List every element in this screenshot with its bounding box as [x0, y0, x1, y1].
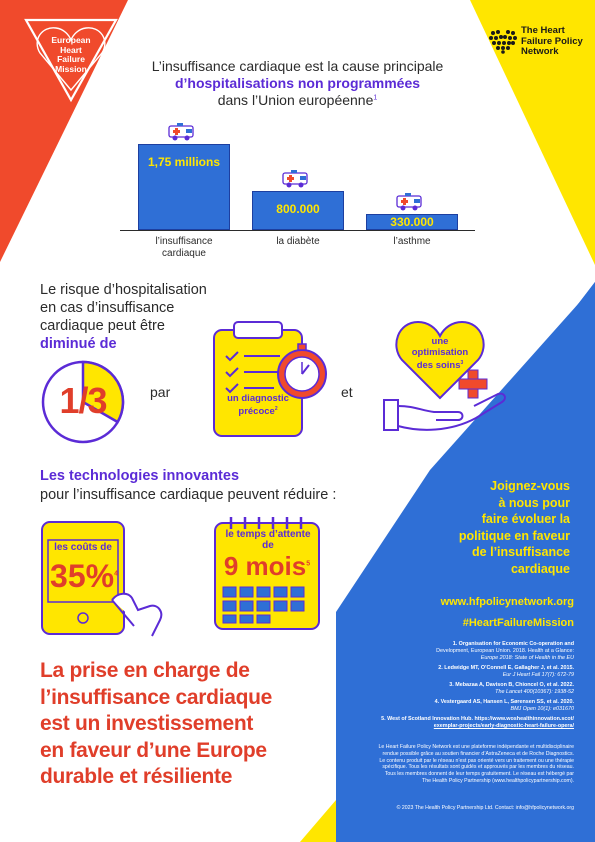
- wait-value: [217, 551, 317, 582]
- disclaimer-line: Tous les membres donnent de leur temps gratuitement. Le réseau est hébergé par: [384, 771, 574, 778]
- cta-line: politique en faveur: [458, 528, 570, 543]
- cta-line: cardiaque: [510, 561, 570, 576]
- header-line-1: L’insuffisance cardiaque est la cause principale: [151, 58, 444, 74]
- ref-line[interactable]: 5. West of Scotland Innovation Hub. https://www.woshealthinnovation.scot/: [381, 716, 574, 722]
- opt-sup: 3: [460, 360, 464, 366]
- cta-line: faire évoluer la: [481, 512, 570, 526]
- logo-left-line: Mission: [55, 63, 87, 74]
- fraction-value: 1/3: [59, 380, 107, 421]
- ambulance-icon: [396, 192, 426, 212]
- risk-line-3: cardiaque peut être: [40, 318, 165, 334]
- diag-sup: 2: [274, 406, 278, 412]
- chart-baseline: [120, 230, 475, 231]
- clipboard-stopwatch-icon: [210, 318, 335, 440]
- cta-hashtag[interactable]: #HeartFailureMission: [462, 617, 574, 629]
- ref-line[interactable]: exemplar-projects/early-diagnostic-heart-failure-opera/: [433, 723, 574, 729]
- ref-line: 3. Mebazaa A, Davison B, Chioncel O, et al. 2022.: [449, 682, 574, 688]
- logo-right-line: Failure Policy: [521, 35, 583, 47]
- care-optimization-illustration: [380, 312, 515, 438]
- cost-value-text: 35%: [50, 558, 115, 594]
- conclusion-line: durable et résiliente: [40, 765, 233, 788]
- diag-line-2: [218, 404, 298, 417]
- cost-label: les coûts de: [54, 542, 112, 553]
- cta-line: Joignez-vous: [490, 479, 570, 493]
- wait-sup: 5: [306, 560, 311, 568]
- ambulance-icon: [168, 122, 198, 142]
- logo-right-line: The Heart: [521, 25, 565, 36]
- ehfm-logo: [22, 18, 120, 104]
- opt-line-2: optimisation: [411, 347, 469, 358]
- cta-url[interactable]: www.hfpolicynetwork.org: [440, 596, 574, 608]
- chart-category-label: la diabète: [276, 236, 320, 247]
- ref-line: Eur J Heart Fail 17(7): 672-79: [502, 672, 574, 678]
- disclaimer-line: Le contenu produit par le réseau n’est pas orienté vers un traitement ou une thérapie: [379, 757, 574, 764]
- header-line-2: d’hospitalisations non programmées: [174, 75, 421, 91]
- disclaimer-line: Le Heart Failure Policy Network est une plateforme indépendante et multidisciplinaire: [378, 744, 574, 750]
- header-sup: 1: [373, 94, 378, 102]
- risk-line-4: diminué de: [40, 336, 117, 352]
- copyright: © 2023 The Health Policy Partnership Ltd. Contact: info@hfpolicynetwork.org: [396, 805, 574, 811]
- reference-item: [340, 682, 574, 696]
- reference-item: [340, 716, 574, 730]
- chart-category-label: l’insuffisance cardiaque: [155, 236, 213, 259]
- early-diagnosis-illustration: [210, 318, 335, 440]
- chart-bar: [366, 214, 458, 230]
- header-line-3: [110, 92, 485, 108]
- wait-line-1: le temps d’attente: [225, 529, 311, 540]
- cost-sup: 4: [114, 570, 118, 578]
- ref-line: The Lancet 400(10367): 1938-52: [495, 689, 574, 695]
- wait-line-2: de: [262, 540, 274, 551]
- disclaimer: [336, 744, 574, 785]
- disclaimer-line: rendue possible grâce au soutien financier d’AstraZeneca et de Roche Diagnostics.: [382, 750, 574, 757]
- logo-left-line: Failure: [57, 54, 85, 64]
- conclusion-line: La prise en charge de: [40, 659, 250, 682]
- conclusion-line: l’insuffisance cardiaque: [40, 685, 273, 709]
- ref-line: Development, European Union. 2018. Health at a Glance:: [436, 648, 574, 654]
- tech-line-2: pour l’insuffisance cardiaque peuvent réduire :: [40, 487, 337, 503]
- diag-line-2-text: précoce: [238, 406, 275, 418]
- tech-line-1: Les technologies innovantes: [40, 468, 240, 484]
- cost-illustration: [40, 520, 168, 638]
- conclusion-line: est un investissement: [40, 712, 254, 735]
- optimization-label: [400, 336, 480, 371]
- conclusion-line: en faveur d’une Europe: [40, 738, 267, 762]
- chart-bar: [252, 191, 344, 230]
- risk-line-1: Le risque d’hospitalisation: [40, 282, 207, 298]
- logo-left-line: European: [51, 35, 91, 45]
- chart-bar-value-label: 1,75 millions: [147, 155, 221, 169]
- wait-value-text: 9 mois: [223, 551, 307, 581]
- et-text: et: [341, 384, 353, 400]
- hospitalization-chart: [120, 118, 480, 258]
- chart-bar: [138, 144, 230, 230]
- reference-item: [340, 665, 574, 679]
- diag-line-1: un diagnostic: [227, 393, 289, 404]
- cta-block: [420, 478, 570, 577]
- references: [340, 641, 574, 730]
- reference-item: [340, 641, 574, 662]
- cost-value: [46, 558, 122, 595]
- conclusion: [40, 658, 340, 791]
- wait-time-illustration: [213, 515, 323, 633]
- opt-line-3: [400, 358, 480, 371]
- ref-line: Europe 2018: State of Health in the EU: [480, 655, 574, 661]
- hfpn-logo: [488, 26, 588, 66]
- chart-category-label: l’asthme: [393, 236, 431, 247]
- cta-line: à nous pour: [498, 495, 570, 510]
- chart-bar-value-label: 800.000: [276, 202, 320, 216]
- diagnosis-label: [218, 393, 298, 417]
- cta-line: de l’insuffisance: [472, 545, 570, 559]
- fraction-circle: [41, 360, 125, 444]
- header-line-3-text: dans l’Union européenne: [217, 92, 374, 108]
- hand-heart-icon: [380, 312, 515, 438]
- ref-line: 1. Organisation for Economic Co-operation and: [452, 641, 574, 647]
- tech-text: [40, 467, 380, 505]
- ref-line: 4. Vestergaard AS, Hansen L, Sørensen SS, et al. 2020.: [434, 699, 574, 705]
- ref-line: BMJ Open 10(1): e031670: [510, 706, 574, 712]
- logo-left-line: Heart: [60, 44, 82, 55]
- wait-label: [219, 529, 317, 551]
- reference-item: [340, 699, 574, 713]
- risk-line-2: en cas d’insuffisance: [40, 300, 175, 316]
- par-text: par: [150, 384, 171, 400]
- disclaimer-line: The Health Policy Partnership (www.healthpolicypartnership.com).: [422, 777, 574, 784]
- opt-line-3-text: des soins: [416, 360, 461, 372]
- disclaimer-line: spécifique. Tous les résultats sont guidés et approuvés par les membres du réseau.: [382, 764, 574, 771]
- opt-line-1: une: [431, 336, 449, 347]
- logo-right-line: Network: [521, 46, 559, 57]
- ref-line: 2. Ledwidge MT, O’Connell E, Gallagher J, et al. 2015.: [438, 665, 574, 671]
- ambulance-icon: [282, 169, 312, 189]
- heart-dots-icon: [488, 28, 518, 54]
- chart-bar-value-label: 330.000: [390, 215, 434, 229]
- header: [110, 58, 485, 108]
